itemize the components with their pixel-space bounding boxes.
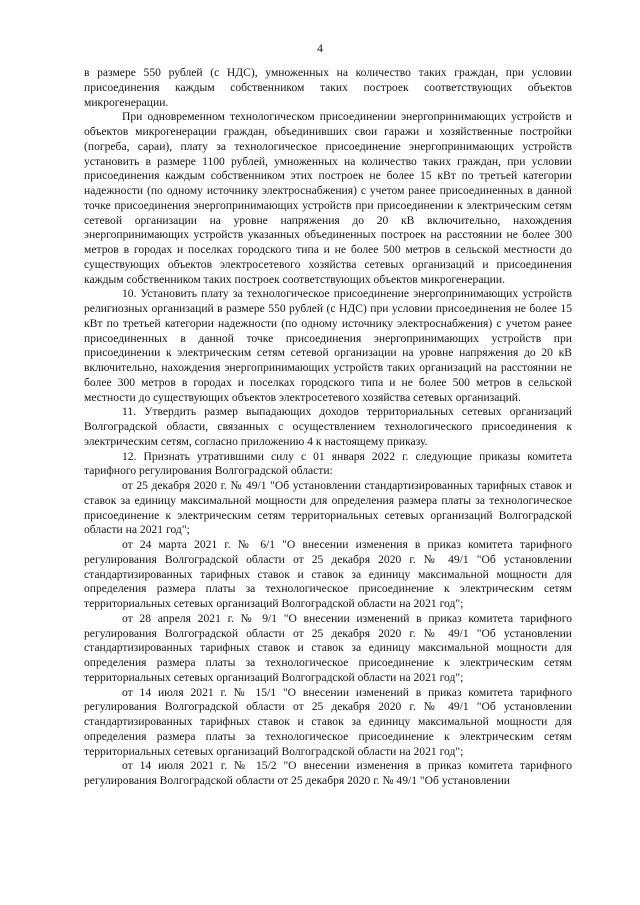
paragraph: от 24 марта 2021 г. № 6/1 "О внесении изменения в приказ комитета тарифного регулирования Волгоградской области от 25 декабря 2020 г. № 49/1 "Об установлении стандартизированных тарифных ставок и ставок за единицу максимальной мощности для определения размера платы за технологическое присоединение к электрическим сетям территориальных сетевых организаций Волгоградской области на 2021 год"; xyxy=(84,538,572,610)
paragraph: 11. Утвердить размер выпадающих доходов территориальных сетевых организаций Волгоградской области, связанных с осуществлением технологического присоединения к электрическим сетям, согласно приложению 4 к настоящему приказу. xyxy=(84,405,572,448)
page-number: 4 xyxy=(317,41,323,55)
document-body xyxy=(84,66,572,789)
paragraph: При одновременном технологическом присоединении энергопринимающих устройств и объектов микрогенерации граждан, объединивших свои гаражи и хозяйственные постройки (погреба, сараи), плату за технологическое присоединение энергопринимающих устройств установить в размере 1100 рублей, умноженных на количество таких граждан, при условии присоединения каждым собственником этих построек не более 15 кВт по третьей категории надежности (по одному источнику электроснабжения) с учетом ранее присоединенных в данной точке присоединения энергопринимающих устройств при присоединении к электрическим сетям сетевой организации на уровне напряжения до 20 кВ включительно, нахождения энергопринимающих устройств указанных объединенных построек на расстоянии не более 300 метров в городах и поселках городского типа и не более 500 метров в сельской местности до существующих объектов электросетевого хозяйства сетевых организаций и присоединения каждым собственником таких построек соответствующих объектов микрогенерации. xyxy=(84,110,572,286)
paragraph: от 14 июля 2021 г. № 15/1 "О внесении изменений в приказ комитета тарифного регулирования Волгоградской области от 25 декабря 2020 г. № 49/1 "Об установлении стандартизированных тарифных ставок и ставок за единицу максимальной мощности для определения размера платы за технологическое присоединение к электрическим сетям территориальных сетевых организаций Волгоградской области на 2021 год"; xyxy=(84,685,572,758)
paragraph: от 14 июля 2021 г. № 15/2 "О внесении изменения в приказ комитета тарифного регулирования Волгоградской области от 25 декабря 2020 г. № 49/1 "Об установлении xyxy=(84,759,572,787)
paragraph: 12. Признать утратившими силу с 01 января 2022 г. следующие приказы комитета тарифного регулирования Волгоградской области: xyxy=(84,449,572,478)
paragraph: от 28 апреля 2021 г. № 9/1 "О внесении изменений в приказ комитета тарифного регулирования Волгоградской области от 25 декабря 2020 г. № 49/1 "Об установлении стандартизированных тарифных ставок и ставок за единицу максимальной мощности для определения размера платы за технологическое присоединение к электрическим сетям территориальных сетевых организаций Волгоградской области на 2021 год"; xyxy=(84,611,572,684)
paragraph: 10. Установить плату за технологическое присоединение энергопринимающих устройств религиозных организаций в размере 550 рублей (с НДС) при условии присоединения не более 15 кВт по третьей категории надежности (по одному источнику электроснабжения) с учетом ранее присоединенных в данной точке присоединения энергопринимающих устройств при присоединении к электрическим сетям сетевой организации на уровне напряжения до 20 кВ включительно, нахождения энергопринимающих устройств таких организаций на расстоянии не более 300 метров в городах и поселках городского типа и не более 500 метров в сельской местности до существующих объектов электросетевого хозяйства сетевых организаций. xyxy=(84,287,572,404)
paragraph: от 25 декабря 2020 г. № 49/1 "Об установлении стандартизированных тарифных ставок и ставок за единицу максимальной мощности для определения размера платы за технологическое присоединение к электрическим сетям территориальных сетевых организаций Волгоградской области на 2021 год"; xyxy=(84,479,572,537)
paragraph: в размере 550 рублей (с НДС), умноженных на количество таких граждан, при условии присоединения каждым собственником таких построек соответствующих объектов микрогенерации. xyxy=(84,66,572,109)
